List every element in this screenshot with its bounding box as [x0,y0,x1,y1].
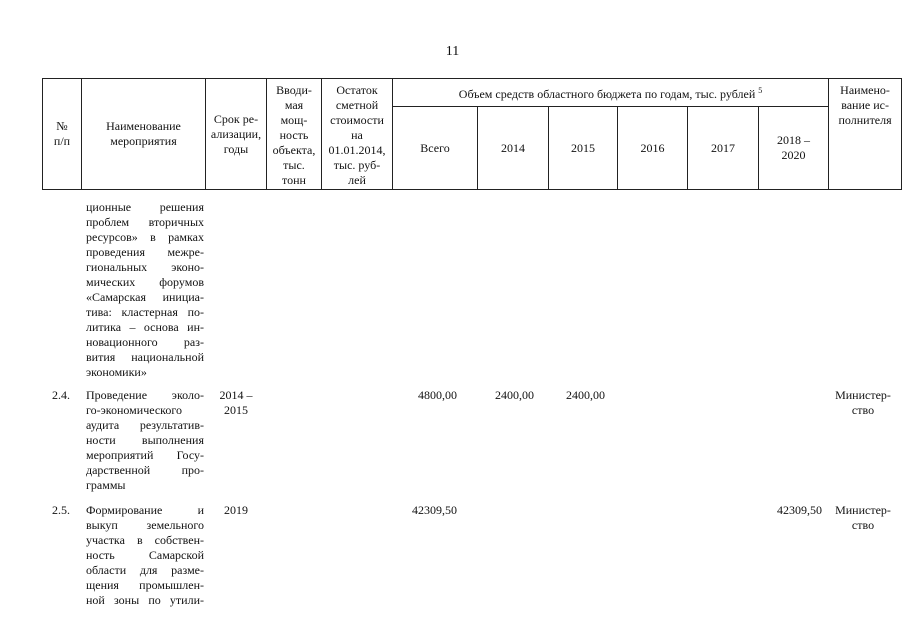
page-number: 11 [445,44,460,59]
header-year-2015: 2015 [549,107,618,190]
activity-name: ционные решения проблем вторичных ресурсов» в рамках проведения межре- гиональных эконо- мических форумов «Самарская инициа- тива: кластерная по- литика – основа ин- новационного раз- вития национальной экономики» [86,200,204,379]
header-year-2016: 2016 [618,107,688,190]
amount-2018-2020: 42309,50 [777,503,822,517]
header-capacity: Вводи- мая мощ- ность объекта, тыс. тонн [267,79,322,190]
header-year-2014: 2014 [478,107,549,190]
term: 2019 [224,503,248,517]
header-budget-group: Объем средств областного бюджета по годам, тыс. рублей $^5$ [393,79,829,107]
row-number: 2.4. [52,388,70,402]
header-remaining-cost: Остаток сметной стоимости на 01.01.2014, тыс. руб- лей [322,79,393,190]
header-year-2017: 2017 [688,107,759,190]
header-executor: Наимено- вание ис- полнителя [829,79,902,190]
activity-name: Формирование и выкуп земельного участка в собствен- ность Самарской области для разме- щения промышлен- ной зоны по утили- [86,503,204,607]
activity-name: Проведение эколо- го-экономического аудита результатив- ности выполнения мероприятий Госу- дарственной про- граммы [86,388,204,492]
header-term: Срок ре- ализации, годы [206,79,267,190]
executor: Министер- ство [835,388,891,417]
executor: Министер- ство [835,503,891,532]
header-year-total: Всего [393,107,478,190]
header-year-2018-2020: 2018 – 2020 [759,107,829,190]
footnote-mark: 5 [758,86,763,95]
term: 2014 – 2015 [219,388,253,417]
header-number: № п/п [43,79,82,190]
row-number: 2.5. [52,503,70,517]
amount-2015: 2400,00 [566,388,605,402]
budget-table-header [42,78,902,190]
header-activity-name: Наименование мероприятия [82,79,206,190]
amount-total: 42309,50 [412,503,457,517]
amount-total: 4800,00 [418,388,457,402]
amount-2014: 2400,00 [495,388,534,402]
